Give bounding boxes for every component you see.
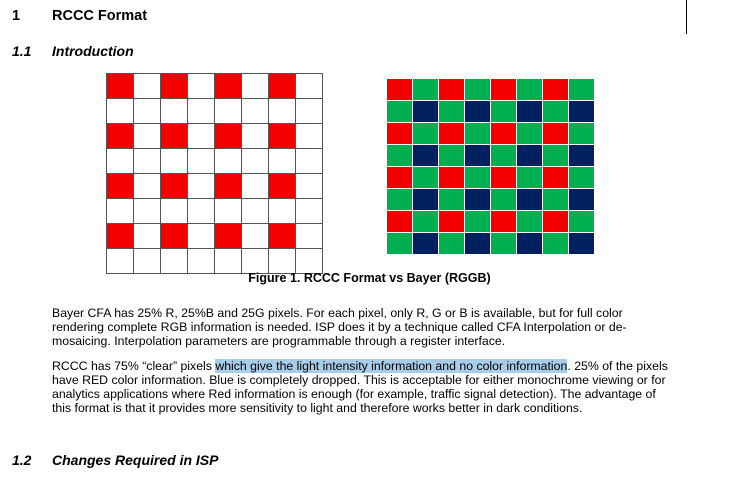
red-pixel-cell [269,224,296,249]
section-title: RCCC Format [52,8,148,24]
green-pixel-cell [569,211,595,233]
clear-pixel-cell [296,199,323,224]
blue-pixel-cell [517,101,543,123]
red-pixel-cell [269,174,296,199]
blue-pixel-cell [569,189,595,211]
clear-pixel-cell [242,99,269,124]
red-pixel-cell [543,211,569,233]
green-pixel-cell [387,101,413,123]
red-pixel-cell [107,224,134,249]
subsection-number: 1.1 [12,43,32,59]
green-pixel-cell [413,123,439,145]
clear-pixel-cell [188,149,215,174]
clear-pixel-cell [188,174,215,199]
clear-pixel-cell [242,124,269,149]
red-pixel-cell [269,74,296,99]
clear-pixel-cell [134,174,161,199]
red-pixel-cell [161,74,188,99]
clear-pixel-cell [188,99,215,124]
green-pixel-cell [543,145,569,167]
clear-pixel-cell [134,74,161,99]
clear-pixel-cell [134,149,161,174]
subsection-number: 1.2 [12,452,32,468]
red-pixel-cell [491,167,517,189]
clear-pixel-cell [242,199,269,224]
subsection-heading-introduction [12,43,134,59]
paragraph-rccc [52,359,678,415]
red-pixel-cell [439,211,465,233]
red-pixel-cell [491,123,517,145]
green-pixel-cell [569,123,595,145]
blue-pixel-cell [465,101,491,123]
rccc-pattern-grid [106,73,323,274]
green-pixel-cell [439,145,465,167]
rccc-text-prefix: RCCC has 75% “clear” pixels [52,359,216,373]
clear-pixel-cell [296,74,323,99]
red-pixel-cell [387,167,413,189]
clear-pixel-cell [242,224,269,249]
red-pixel-cell [439,167,465,189]
green-pixel-cell [543,233,569,255]
clear-pixel-cell [215,199,242,224]
green-pixel-cell [491,101,517,123]
blue-pixel-cell [569,145,595,167]
clear-pixel-cell [296,124,323,149]
red-pixel-cell [215,224,242,249]
paragraph-bayer-cfa: Bayer CFA has 25% R, 25%B and 25G pixels. For each pixel, only R, G or B is available, but for full color rendering complete RGB information is needed. ISP does it by a technique called CFA Interpolation or de-mosaicing. Interpolation parameters are programmable through a register interface. [52,306,627,348]
red-pixel-cell [439,123,465,145]
green-pixel-cell [413,79,439,101]
red-pixel-cell [387,211,413,233]
red-pixel-cell [215,174,242,199]
blue-pixel-cell [413,233,439,255]
clear-pixel-cell [269,99,296,124]
green-pixel-cell [439,233,465,255]
green-pixel-cell [465,167,491,189]
red-pixel-cell [215,74,242,99]
green-pixel-cell [569,79,595,101]
red-pixel-cell [543,79,569,101]
red-pixel-cell [387,123,413,145]
red-pixel-cell [161,174,188,199]
red-pixel-cell [491,79,517,101]
green-pixel-cell [465,123,491,145]
green-pixel-cell [491,189,517,211]
green-pixel-cell [387,233,413,255]
red-pixel-cell [107,124,134,149]
clear-pixel-cell [161,199,188,224]
clear-pixel-cell [188,224,215,249]
blue-pixel-cell [413,189,439,211]
clear-pixel-cell [296,99,323,124]
blue-pixel-cell [413,101,439,123]
clear-pixel-cell [188,74,215,99]
clear-pixel-cell [161,99,188,124]
section-number: 1 [12,8,21,24]
red-pixel-cell [107,174,134,199]
subsection-heading-changes [12,452,218,468]
green-pixel-cell [413,211,439,233]
blue-pixel-cell [465,145,491,167]
clear-pixel-cell [134,199,161,224]
highlighted-text: which give the light intensity information and no color information [215,359,568,373]
clear-pixel-cell [215,99,242,124]
clear-pixel-cell [296,149,323,174]
subsection-title: Introduction [52,43,134,59]
red-pixel-cell [439,79,465,101]
red-pixel-cell [491,211,517,233]
section-heading [12,8,147,24]
green-pixel-cell [517,167,543,189]
clear-pixel-cell [242,149,269,174]
red-pixel-cell [215,124,242,149]
clear-pixel-cell [161,149,188,174]
green-pixel-cell [491,233,517,255]
red-pixel-cell [543,123,569,145]
clear-pixel-cell [134,224,161,249]
clear-pixel-cell [296,224,323,249]
clear-pixel-cell [215,149,242,174]
green-pixel-cell [543,101,569,123]
green-pixel-cell [517,211,543,233]
green-pixel-cell [439,189,465,211]
green-pixel-cell [491,145,517,167]
subsection-title: Changes Required in ISP [52,452,219,468]
clear-pixel-cell [269,199,296,224]
blue-pixel-cell [569,233,595,255]
clear-pixel-cell [134,99,161,124]
clear-pixel-cell [134,124,161,149]
clear-pixel-cell [107,99,134,124]
bayer-pattern-grid [386,78,595,255]
clear-pixel-cell [107,199,134,224]
green-pixel-cell [517,79,543,101]
clear-pixel-cell [296,174,323,199]
clear-pixel-cell [188,199,215,224]
green-pixel-cell [439,101,465,123]
clear-pixel-cell [269,149,296,174]
green-pixel-cell [517,123,543,145]
green-pixel-cell [465,211,491,233]
rccc-text-suffix: . 25% of the pixels have RED color information. Blue is completely dropped. This is acceptable for either monochrome viewing or for analytics applications where Red information is enough (for example, traffic signal detection). The advantage of this format is that it provides more sensitivity to light and therefore works better in dark conditions. [52,359,668,415]
blue-pixel-cell [465,233,491,255]
clear-pixel-cell [107,149,134,174]
green-pixel-cell [465,79,491,101]
blue-pixel-cell [517,145,543,167]
red-pixel-cell [269,124,296,149]
clear-pixel-cell [242,174,269,199]
page-margin-rule [686,0,687,34]
blue-pixel-cell [413,145,439,167]
green-pixel-cell [387,189,413,211]
red-pixel-cell [543,167,569,189]
clear-pixel-cell [188,124,215,149]
red-pixel-cell [161,224,188,249]
red-pixel-cell [107,74,134,99]
blue-pixel-cell [517,233,543,255]
clear-pixel-cell [242,74,269,99]
red-pixel-cell [161,124,188,149]
green-pixel-cell [569,167,595,189]
green-pixel-cell [413,167,439,189]
blue-pixel-cell [569,101,595,123]
blue-pixel-cell [517,189,543,211]
green-pixel-cell [543,189,569,211]
figure-caption: Figure 1. RCCC Format vs Bayer (RGGB) [248,271,491,285]
green-pixel-cell [387,145,413,167]
red-pixel-cell [387,79,413,101]
blue-pixel-cell [465,189,491,211]
